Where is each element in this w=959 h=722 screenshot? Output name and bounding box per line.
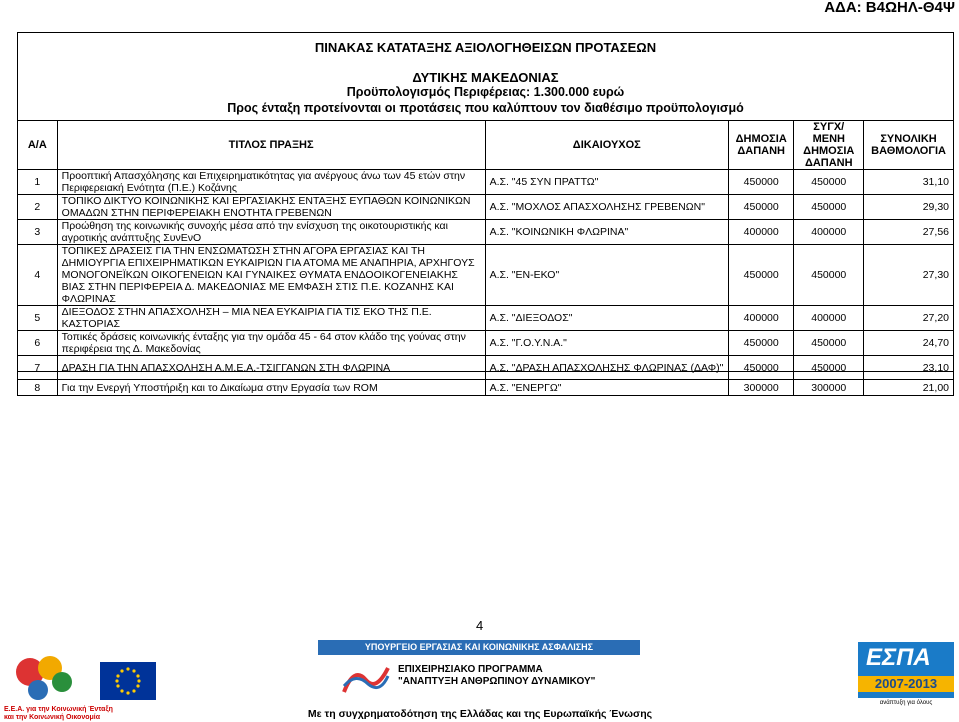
col-title: ΤΙΤΛΟΣ ΠΡΑΞΗΣ <box>57 121 485 170</box>
region-title: ΔΥΤΙΚΗΣ ΜΑΚΕΔΟΝΙΑΣ <box>412 70 559 85</box>
espa-subtitle: ανάπτυξη για όλους <box>879 700 933 706</box>
programme-line1: ΕΠΙΧΕΙΡΗΣΙΑΚΟ ΠΡΟΓΡΑΜΜΑ <box>398 664 543 675</box>
cell-public: 450000 <box>729 245 794 306</box>
programme-logo-icon <box>340 662 392 696</box>
table-row <box>18 220 954 245</box>
cell-public: 450000 <box>729 170 794 195</box>
cell-title: Προώθηση της κοινωνικής συνοχής μέσα από την ενίσχυση της οικοτουριστικής και αγροτικής ανάπτυξης ΣυνΕνΟ <box>57 220 485 245</box>
programme-text <box>398 664 595 688</box>
header-row <box>18 121 954 170</box>
cell-score: 24,70 <box>864 331 954 356</box>
cell-beneficiary: Α.Σ. "ΜΟΧΛΟΣ ΑΠΑΣΧΟΛΗΣΗΣ ΓΡΕΒΕΝΩΝ" <box>485 195 728 220</box>
cell-public: 450000 <box>729 331 794 356</box>
cell-score: 27,56 <box>864 220 954 245</box>
table-row <box>18 245 954 306</box>
table-row <box>18 380 954 396</box>
cell-beneficiary: Α.Σ. "ΚΟΙΝΩΝΙΚΗ ΦΛΩΡΙΝΑ" <box>485 220 728 245</box>
table-row <box>18 195 954 220</box>
col-beneficiary: ΔΙΚΑΙΟΥΧΟΣ <box>485 121 728 170</box>
cell-title: ΔΙΕΞΟΔΟΣ ΣΤΗΝ ΑΠΑΣΧΟΛΗΣΗ – ΜΙΑ ΝΕΑ ΕΥΚΑΙΡΙΑ ΓΙΑ ΤΙΣ ΕΚΟ ΤΗΣ Π.Ε. ΚΑΣΤΟΡΙΑΣ <box>57 306 485 331</box>
cell-aa: 3 <box>18 220 58 245</box>
cell-aa: 1 <box>18 170 58 195</box>
col-score <box>864 121 954 170</box>
cell-score: 27,30 <box>864 245 954 306</box>
cell-cofin: 450000 <box>794 356 864 380</box>
table-title: ΠΙΝΑΚΑΣ ΚΑΤΑΤΑΞΗΣ ΑΞΙΟΛΟΓΗΘΕΙΣΩΝ ΠΡΟΤΑΣΕΩΝ <box>314 40 657 55</box>
cell-aa: 5 <box>18 306 58 331</box>
table-row <box>18 170 954 195</box>
ranking-table <box>17 120 954 396</box>
cell-cofin: 450000 <box>794 331 864 356</box>
col-score-l2: ΒΑΘΜΟΛΟΓΙΑ <box>871 145 946 157</box>
left-logo-line1: Ε.Ε.Α. για την Κοινωνική Ένταξη <box>4 706 113 713</box>
note-line: Προς ένταξη προτείνονται οι προτάσεις που καλύπτουν τον διαθέσιμο προϋπολογισμό <box>227 101 744 115</box>
cell-cofin: 450000 <box>794 195 864 220</box>
col-public <box>729 121 794 170</box>
cell-score: 31,10 <box>864 170 954 195</box>
cell-public: 300000 <box>729 380 794 396</box>
cell-beneficiary: Α.Σ. "Γ.Ο.Υ.Ν.Α." <box>485 331 728 356</box>
cell-public: 400000 <box>729 306 794 331</box>
col-public-l2: ΔΑΠΑΝΗ <box>737 145 786 157</box>
cell-beneficiary: Α.Σ. "ΔΙΕΞΟΔΟΣ" <box>485 306 728 331</box>
col-public-l1: ΔΗΜΟΣΙΑ <box>735 133 787 145</box>
cell-aa: 7 <box>18 356 58 380</box>
cell-aa: 2 <box>18 195 58 220</box>
cell-score: 29,30 <box>864 195 954 220</box>
col-cofin-l1: ΣΥΓΧ/ΜΕΝΗ <box>812 121 845 145</box>
cell-title: Για την Ενεργή Υποστήριξη και το Δικαίωμα στην Εργασία των ROM <box>57 380 485 396</box>
programme-block <box>340 658 640 704</box>
cell-cofin: 450000 <box>794 170 864 195</box>
espa-years: 2007-2013 <box>858 676 954 692</box>
left-logo-line2: και την Κοινωνική Οικονομία <box>4 714 101 721</box>
table-row <box>18 306 954 331</box>
ada-code: ΑΔΑ: Β4ΩΗΛ-Θ4Ψ <box>824 0 955 16</box>
cell-title: ΤΟΠΙΚΕΣ ΔΡΑΣΕΙΣ ΓΙΑ ΤΗΝ ΕΝΣΩΜΑΤΩΣΗ ΣΤΗΝ ΑΓΟΡΑ ΕΡΓΑΣΙΑΣ ΚΑΙ ΤΗ ΔΗΜΙΟΥΡΓΙΑ ΕΠΙΧΕΙΡΗΜΑΤΙΚΩΝ ΕΥΚΑΙΡΙΩΝ ΓΙΑ ΑΤΟΜΑ ΜΕ ΑΝΑΠΗΡΙΑ, ΑΡΧΗΓΟΥΣ ΜΟΝΟΓΟΝΕΪΚΩΝ ΟΙΚΟΓΕΝΕΙΩΝ ΚΑΙ ΓΥΝΑΙΚΕΣ ΘΥΜΑΤΑ ΕΝΔΟΟΙΚΟΓΕΝΕΙΑΚΗΣ ΒΙΑΣ ΣΤΗΝ ΠΕΡΙΦΕΡΕΙΑ Δ. ΜΑΚΕΔΟΝΙΑΣ ΜΕ ΕΜΦΑΣΗ ΣΤΙΣ Π.Ε. ΚΟΖΑΝΗΣ ΚΑΙ ΦΛΩΡΙΝΑΣ <box>57 245 485 306</box>
cell-score: 23,10 <box>864 356 954 380</box>
table-row <box>18 331 954 356</box>
footer <box>0 640 959 722</box>
cofinancing-note: Με τη συγχρηματοδότηση της Ελλάδας και της Ευρωπαϊκής Ένωσης <box>307 708 653 720</box>
budget-line: Προϋπολογισμός Περιφέρειας: 1.300.000 ευρώ <box>346 85 625 99</box>
cell-cofin: 300000 <box>794 380 864 396</box>
cell-title: Προοπτική Απασχόλησης και Επιχειρηματικότητας για ανέργους άνω των 45 ετών στην Περιφερειακή Ενότητα (Π.Ε.) Κοζάνης <box>57 170 485 195</box>
cell-public: 450000 <box>729 356 794 380</box>
cell-cofin: 450000 <box>794 245 864 306</box>
col-cofin <box>794 121 864 170</box>
espa-title: ΕΣΠΑ <box>866 644 931 671</box>
col-cofin-l3: ΔΑΠΑΝΗ <box>804 157 853 169</box>
table-row <box>18 356 954 380</box>
espa-logo <box>858 642 954 698</box>
col-score-l1: ΣΥΝΟΛΙΚΗ <box>880 133 937 145</box>
cell-beneficiary: Α.Σ. "ΕΝ-ΕΚΟ" <box>485 245 728 306</box>
cell-aa: 4 <box>18 245 58 306</box>
cell-aa: 8 <box>18 380 58 396</box>
programme-line2: "ΑΝΑΠΤΥΞΗ ΑΝΘΡΩΠΙΝΟΥ ΔΥΝΑΜΙΚΟΥ" <box>398 676 596 687</box>
cell-beneficiary: Α.Σ. "ΔΡΑΣΗ ΑΠΑΣΧΟΛΗΣΗΣ ΦΛΩΡΙΝΑΣ (ΔΑΦ)" <box>485 356 728 380</box>
cell-cofin: 400000 <box>794 306 864 331</box>
cell-score: 27,20 <box>864 306 954 331</box>
cell-score: 21,00 <box>864 380 954 396</box>
ministry-strip: ΥΠΟΥΡΓΕΙΟ ΕΡΓΑΣΙΑΣ ΚΑΙ ΚΟΙΝΩΝΙΚΗΣ ΑΣΦΑΛΙΣΗΣ <box>318 640 640 655</box>
col-aa: Α/Α <box>18 121 58 170</box>
cell-cofin: 400000 <box>794 220 864 245</box>
cell-title: Τοπικές δράσεις κοινωνικής ένταξης για την ομάδα 45 - 64 στον κλάδο της γούνας στην περιφέρεια της Δ. Μακεδονίας <box>57 331 485 356</box>
cell-public: 450000 <box>729 195 794 220</box>
cell-public: 400000 <box>729 220 794 245</box>
cell-aa: 6 <box>18 331 58 356</box>
page-number: 4 <box>476 618 484 633</box>
social-economy-logo <box>6 646 86 712</box>
cell-beneficiary: Α.Σ. "45 ΣΥΝ ΠΡΑΤΤΩ" <box>485 170 728 195</box>
cell-beneficiary: Α.Σ. "ΕΝΕΡΓΩ" <box>485 380 728 396</box>
left-logo-caption <box>4 706 113 722</box>
eu-flag-icon <box>100 662 156 700</box>
cell-title: ΤΟΠΙΚΟ ΔΙΚΤΥΟ ΚΟΙΝΩΝΙΚΗΣ ΚΑΙ ΕΡΓΑΣΙΑΚΗΣ ΕΝΤΑΞΗΣ ΕΥΠΑΘΩΝ ΚΟΙΝΩΝΙΚΩΝ ΟΜΑΔΩΝ ΣΤΗΝ ΠΕΡΙΦΕΡΕΙΑΚΗ ΕΝΟΤΗΤΑ ΓΡΕΒΕΝΩΝ <box>57 195 485 220</box>
cell-title: ΔΡΑΣΗ ΓΙΑ ΤΗΝ ΑΠΑΣΧΟΛΗΣΗ Α.Μ.Ε.Α.-ΤΣΙΓΓΑΝΩΝ ΣΤΗ ΦΛΩΡΙΝΑ <box>57 356 485 380</box>
col-cofin-l2: ΔΗΜΟΣΙΑ <box>803 145 855 157</box>
